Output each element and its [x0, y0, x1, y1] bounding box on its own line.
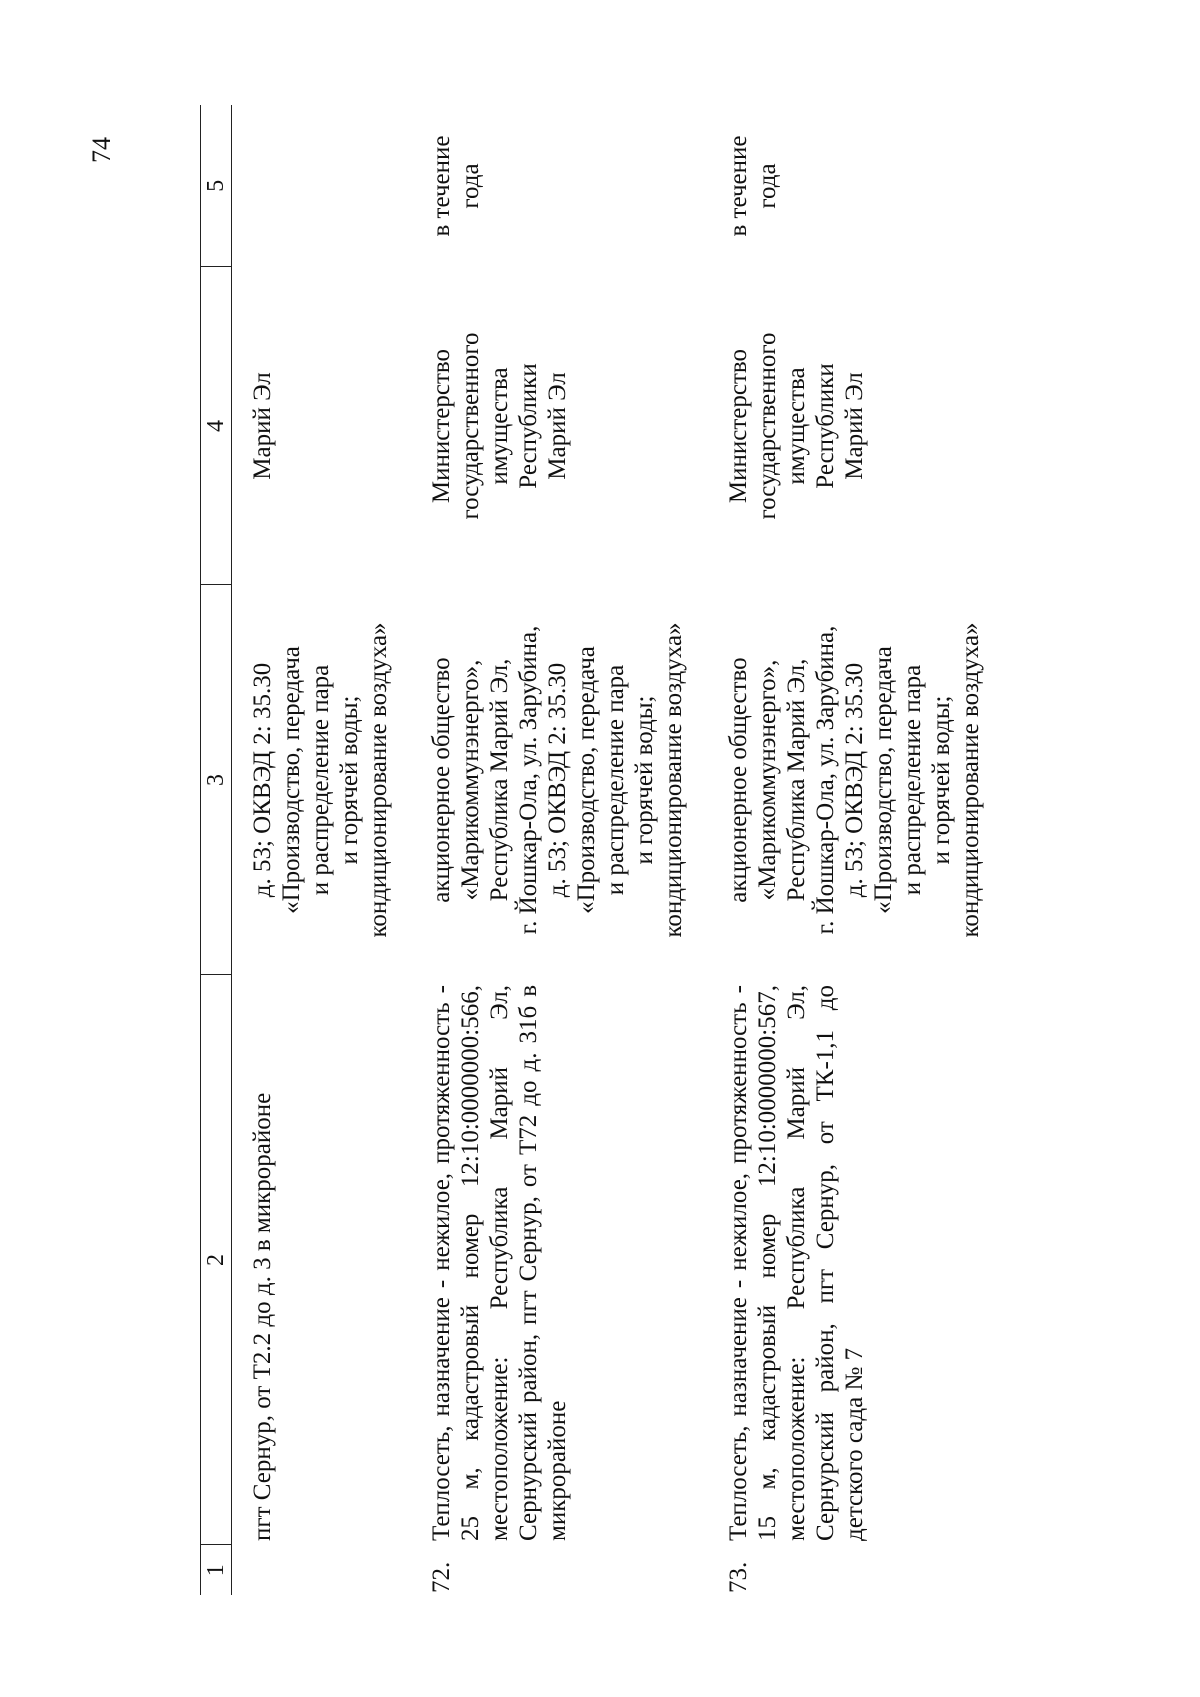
page-number: 74 [87, 137, 116, 163]
row-number: 73. [725, 1561, 752, 1593]
property-table [200, 105, 1005, 1595]
column-header-2: 2 [201, 975, 232, 1545]
table-row [708, 105, 1005, 1595]
holder-cell: д. 53; ОКВЭД 2: 35.30 «Производство, передача и распределение пара и горячей воды; кондиционирование воздуха» [249, 622, 392, 938]
authority-cell: Марий Эл [249, 372, 276, 480]
object-description: пгт Сернур, от Т2.2 до д. 3 в микрорайоне [249, 1092, 276, 1541]
header-row [201, 105, 232, 1595]
table-row [232, 105, 412, 1595]
period-cell [232, 105, 412, 267]
row-number [232, 1545, 412, 1595]
authority-cell: Министерство государственного имущества Республики Марий Эл [725, 332, 868, 520]
row-number: 72. [428, 1561, 455, 1593]
object-description: Теплосеть, назначение - нежилое, протяженность - 15 м, кадастровый номер 12:10:0000000:567, местоположение: Республика Марий Эл, Сернурский район, пгт Сернур, от ТК-1,1 до детского сада № 7 [725, 985, 868, 1541]
period-cell: в течение года [725, 135, 781, 237]
period-cell: в течение года [428, 135, 484, 237]
authority-cell: Министерство государственного имущества Республики Марий Эл [428, 332, 571, 520]
table-row [411, 105, 708, 1595]
column-header-1: 1 [201, 1545, 232, 1595]
object-description: Теплосеть, назначение - нежилое, протяженность - 25 м, кадастровый номер 12:10:0000000:566, местоположение: Республика Марий Эл, Сернурский район, пгт Сернур, от Т72 до д. 31б в микрорайоне [428, 985, 571, 1541]
column-header-5: 5 [201, 105, 232, 267]
landscape-content [200, 105, 1000, 1595]
holder-cell: акционерное общество «Марикоммунэнерго», Республика Марий Эл, г. Йошкар-Ола, ул. Зарубина, д. 53; ОКВЭД 2: 35.30 «Производство, передача и распределение пара и горячей воды; кондиционирование воздуха» [725, 622, 984, 938]
holder-cell: акционерное общество «Марикоммунэнерго», Республика Марий Эл, г. Йошкар-Ола, ул. Зарубина, д. 53; ОКВЭД 2: 35.30 «Производство, передача и распределение пара и горячей воды; кондиционирование воздуха» [428, 622, 687, 938]
column-header-3: 3 [201, 585, 232, 975]
column-header-4: 4 [201, 267, 232, 585]
